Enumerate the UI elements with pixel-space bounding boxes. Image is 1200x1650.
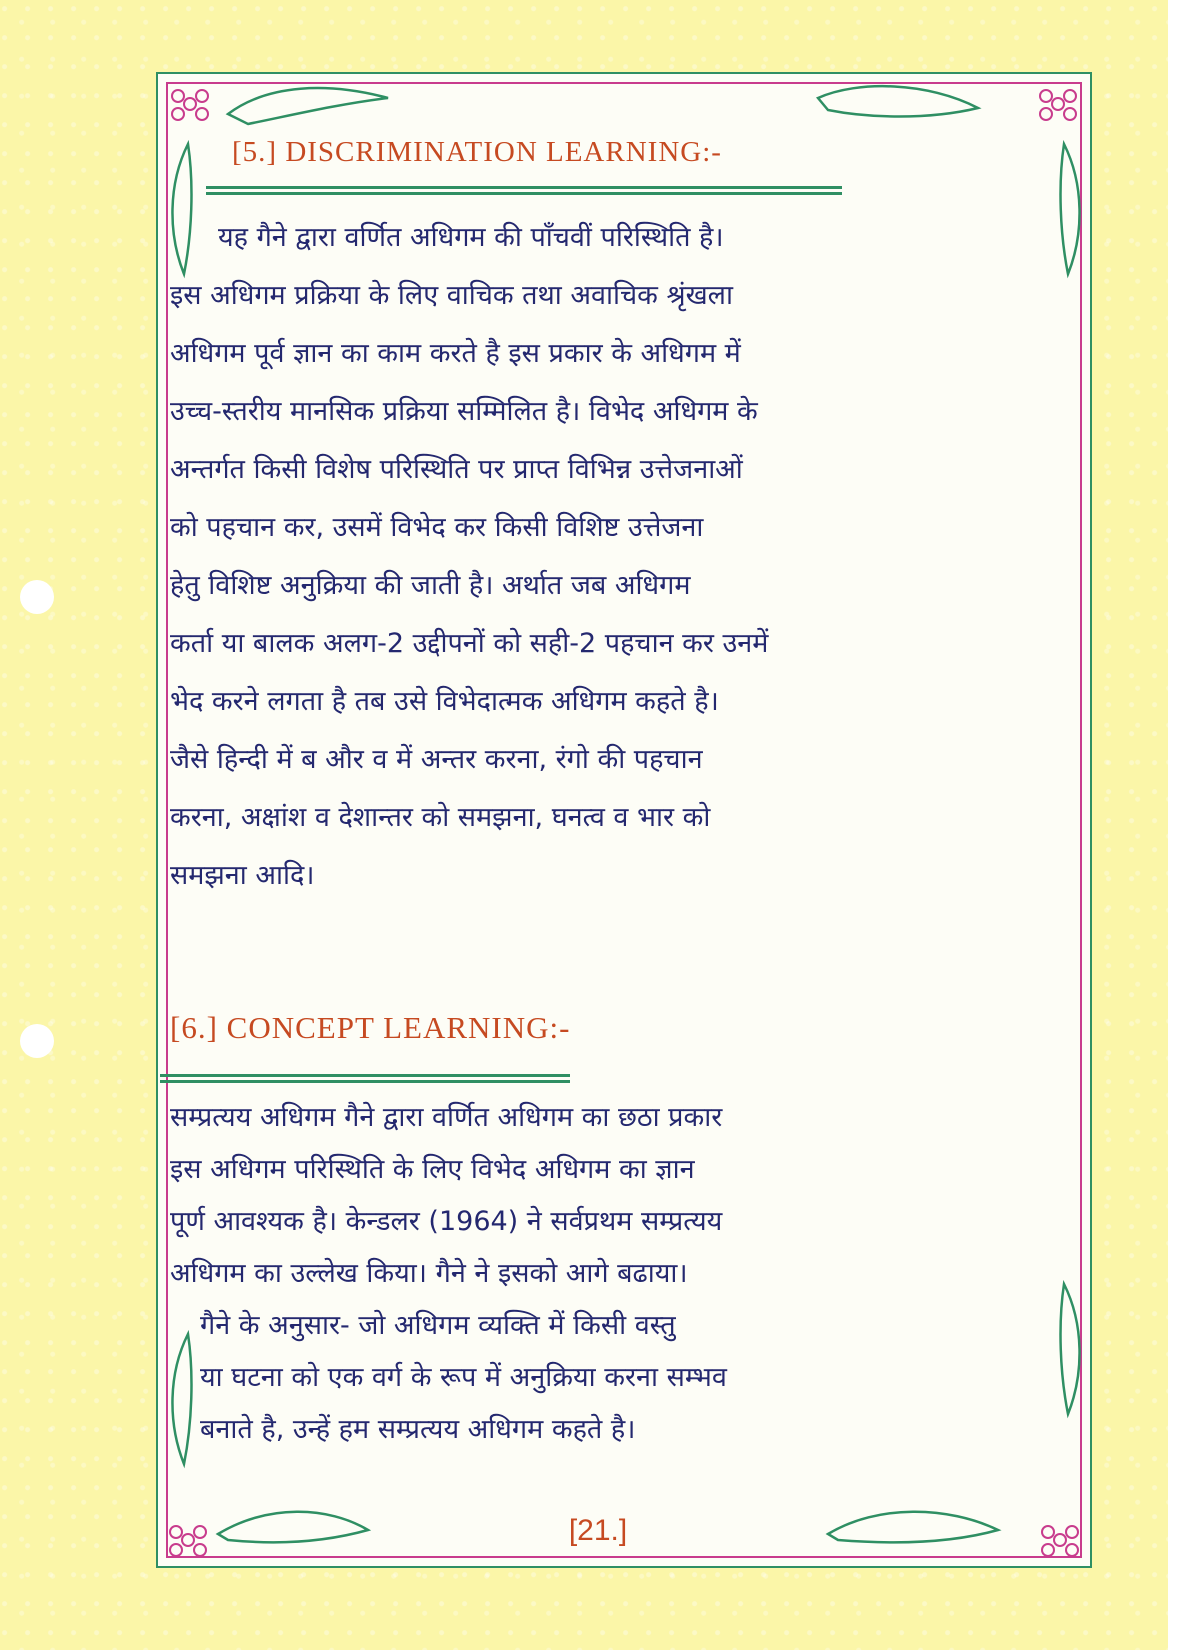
text-line: यह गैने द्वारा वर्णित अधिगम की पाँचवीं परिस्थिति है। xyxy=(218,222,724,253)
heading-underline xyxy=(206,186,842,189)
scan-margin xyxy=(1168,0,1200,1650)
text-line: भेद करने लगता है तब उसे विभेदात्मक अधिगम कहते है। xyxy=(170,686,719,717)
page-border xyxy=(156,72,1092,1568)
text-line: हेतु विशिष्ट अनुक्रिया की जाती है। अर्थात जब अधिगम xyxy=(170,570,691,601)
text-line: कर्ता या बालक अलग-2 उद्दीपनों को सही-2 पहचान कर उनमें xyxy=(170,628,769,659)
text-line: उच्च-स्तरीय मानसिक प्रक्रिया सम्मिलित है। विभेद अधिगम के xyxy=(170,396,758,427)
heading-underline xyxy=(160,1074,570,1077)
text-line: अधिगम का उल्लेख किया। गैने ने इसको आगे बढाया। xyxy=(170,1258,688,1289)
text-line: बनाते है, उन्हें हम सम्प्रत्यय अधिगम कहते है। xyxy=(200,1414,636,1445)
text-line: इस अधिगम परिस्थिति के लिए विभेद अधिगम का ज्ञान xyxy=(170,1154,695,1185)
concept-paragraph xyxy=(170,1094,1070,1474)
section-heading-discrimination: [5.] DISCRIMINATION LEARNING:- xyxy=(232,136,722,168)
text-line: सम्प्रत्यय अधिगम गैने द्वारा वर्णित अधिगम का छठा प्रकार xyxy=(170,1102,723,1133)
text-line: इस अधिगम प्रक्रिया के लिए वाचिक तथा अवाचिक श्रृंखला xyxy=(170,280,733,311)
heading-underline xyxy=(160,1080,570,1083)
page-number: [21.] xyxy=(568,1514,628,1547)
punch-hole-lower xyxy=(20,1024,54,1058)
text-line: अन्तर्गत किसी विशेष परिस्थिति पर प्राप्त विभिन्न उत्तेजनाओं xyxy=(170,454,743,485)
discrimination-paragraph xyxy=(170,214,1070,914)
text-line: करना, अक्षांश व देशान्तर को समझना, घनत्व व भार को xyxy=(170,802,711,833)
text-line: समझना आदि। xyxy=(170,860,315,891)
punch-hole-upper xyxy=(20,580,54,614)
text-line: या घटना को एक वर्ग के रूप में अनुक्रिया करना सम्भव xyxy=(200,1362,727,1393)
heading-underline xyxy=(206,192,842,195)
text-line: को पहचान कर, उसमें विभेद कर किसी विशिष्ट उत्तेजना xyxy=(170,512,704,543)
text-line: जैसे हिन्दी में ब और व में अन्तर करना, रंगो की पहचान xyxy=(170,744,703,775)
text-line: अधिगम पूर्व ज्ञान का काम करते है इस प्रकार के अधिगम में xyxy=(170,338,741,369)
section-heading-concept: [6.] CONCEPT LEARNING:- xyxy=(170,1010,571,1045)
text-line: पूर्ण आवश्यक है। केन्डलर (1964) ने सर्वप्रथम सम्प्रत्यय xyxy=(170,1206,723,1237)
text-line: गैने के अनुसार- जो अधिगम व्यक्ति में किसी वस्तु xyxy=(200,1310,676,1341)
